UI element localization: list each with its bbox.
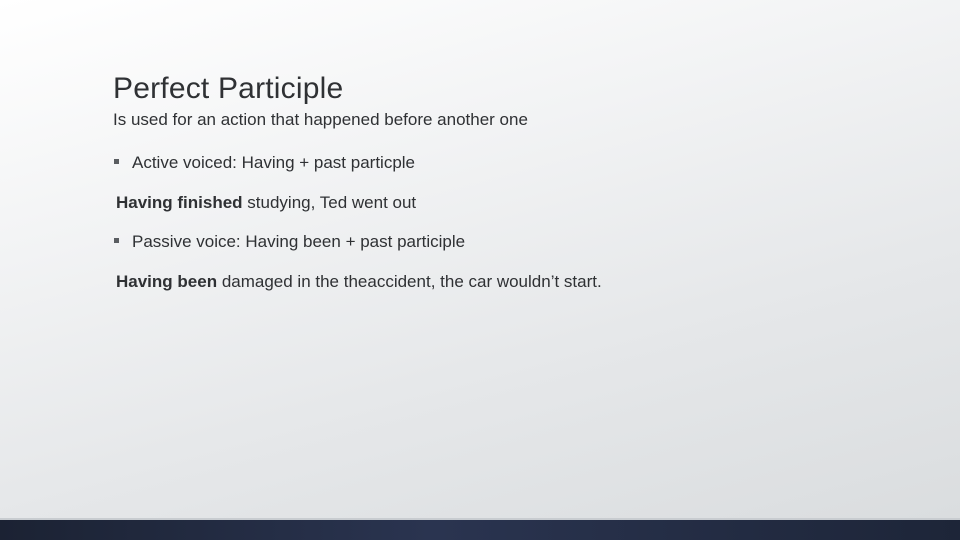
slide-subtitle: Is used for an action that happened before another one <box>113 110 528 129</box>
bottom-bar <box>0 520 960 540</box>
bullet-passive-voice-text: Passive voice: Having been + past participle <box>132 232 466 251</box>
example-passive-rest: damaged in the theaccident, the car wouldn’t start. <box>217 272 602 291</box>
bullet-active-voice-text: Active voiced: Having + past particple <box>132 153 416 172</box>
slide-title: Perfect Participle <box>113 72 344 105</box>
example-passive <box>116 272 602 292</box>
example-active-rest: studying, Ted went out <box>242 193 417 212</box>
example-passive-bold: Having been <box>116 272 218 291</box>
example-active-bold: Having finished <box>116 193 243 212</box>
example-active <box>116 193 416 213</box>
bullet-active-voice <box>114 153 415 173</box>
bullet-passive-voice <box>114 232 465 252</box>
bullet-marker-icon <box>114 159 119 164</box>
bullet-marker-icon <box>114 238 119 243</box>
